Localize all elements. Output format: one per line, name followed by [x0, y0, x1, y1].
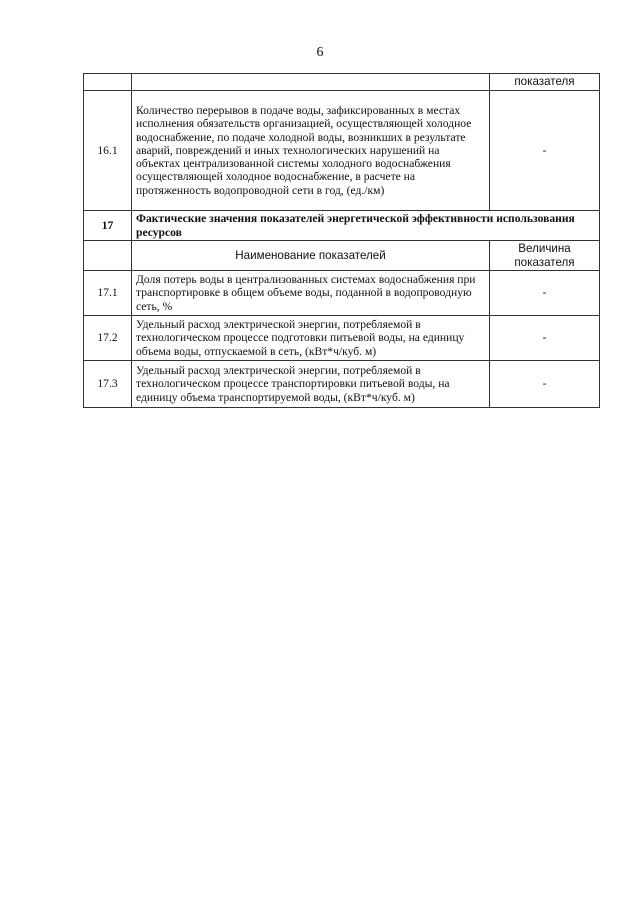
row-number: 17.2	[84, 316, 132, 361]
row-number: 17.1	[84, 271, 132, 316]
section-number: 17	[84, 211, 132, 241]
row-number: 17.3	[84, 361, 132, 408]
column-header-row	[84, 241, 600, 271]
table-row-16-1	[84, 91, 600, 211]
row-description: Доля потерь воды в централизованных системах водоснабжения при транспортировке в общем объеме воды, поданной в водопроводную сеть, %	[132, 271, 490, 316]
row-value: -	[490, 316, 600, 361]
row-description: Удельный расход электрической энергии, потребляемой в технологическом процессе транспортировки питьевой воды, на единицу объема транспортируемой воды, (кВт*ч/куб. м)	[132, 361, 490, 408]
continued-header-row	[84, 74, 600, 91]
row-description: Удельный расход электрической энергии, потребляемой в технологическом процессе подготовки питьевой воды, на единицу объема воды, отпускаемой в сеть, (кВт*ч/куб. м)	[132, 316, 490, 361]
row-value: -	[490, 91, 600, 211]
column-header-name: Наименование показателей	[132, 241, 490, 271]
row-value: -	[490, 361, 600, 408]
continued-header-name-cell	[132, 74, 490, 91]
column-header-value: Величина показателя	[490, 241, 600, 271]
page-number: 6	[316, 45, 324, 60]
column-header-num-cell	[84, 241, 132, 271]
table-row-17-1	[84, 271, 600, 316]
section-title: Фактические значения показателей энергетической эффективности использования ресурсов	[132, 211, 600, 241]
section-row-17	[84, 211, 600, 241]
continued-header-num-cell	[84, 74, 132, 91]
indicators-table	[83, 73, 600, 408]
row-description: Количество перерывов в подаче воды, зафиксированных в местах исполнения обязательств организацией, осуществляющей холодное водоснабжение, по подаче холодной воды, возникших в результате аварий, повреждений и иных технологических нарушений на объектах централизованной системы холодного водоснабжения осуществляющей холодное водоснабжение, в расчете на протяженность водопроводной сети в год, (ед./км)	[132, 91, 490, 211]
table-row-17-3	[84, 361, 600, 408]
table-row-17-2	[84, 316, 600, 361]
continued-header-value: показателя	[490, 74, 600, 91]
row-number: 16.1	[84, 91, 132, 211]
row-value: -	[490, 271, 600, 316]
